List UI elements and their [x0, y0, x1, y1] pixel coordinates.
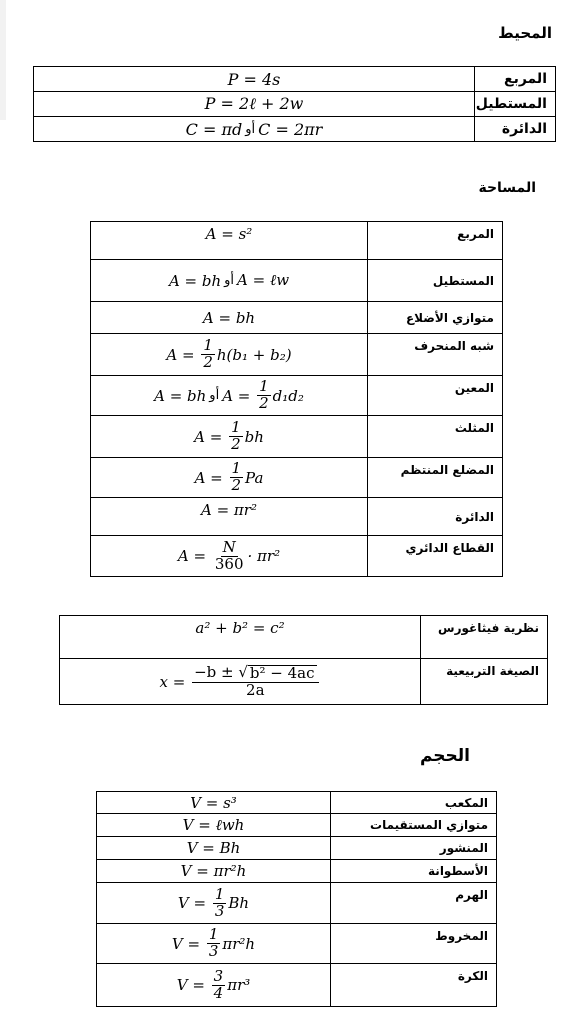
- formula-part: h(b₁ + b₂): [216, 345, 292, 364]
- table-row: [97, 837, 497, 860]
- volume-cuboid-formula: V = ℓwh: [97, 814, 331, 837]
- volume-prism-formula: V = Bh: [97, 837, 331, 860]
- fraction: [201, 338, 215, 371]
- pythagoras-formula: a² + b² = c²: [60, 616, 421, 659]
- formula-part: A = ℓw: [237, 271, 290, 289]
- pythagoras-label: نظرية فيثاغورس: [421, 616, 548, 659]
- numerator: 1: [203, 336, 213, 355]
- volume-cone-formula: [97, 924, 331, 964]
- fraction: [213, 884, 227, 920]
- table-row: [91, 222, 503, 260]
- perimeter-heading: المحيط: [498, 24, 552, 42]
- table-row: [97, 860, 497, 883]
- numerator: 1: [259, 377, 269, 396]
- denominator: 3: [214, 901, 225, 920]
- square-root: [238, 662, 316, 682]
- table-row: [91, 260, 503, 302]
- perimeter-square-label: المربع: [475, 67, 556, 92]
- volume-heading: الحجم: [419, 746, 470, 766]
- area-sector-formula: [91, 536, 368, 577]
- volume-cuboid-label: متوازي المستقيمات: [331, 814, 497, 837]
- volume-sphere-formula: [97, 964, 331, 1007]
- numerator: 1: [231, 418, 241, 437]
- denominator: 2: [231, 435, 241, 453]
- denominator: 2: [231, 476, 242, 494]
- area-heading: المساحة: [478, 180, 536, 196]
- area-circle-formula: A = πr²: [91, 498, 368, 536]
- table-row: [91, 498, 503, 536]
- fraction: [207, 927, 221, 960]
- denominator: 4: [213, 983, 224, 1002]
- area-triangle-label: المثلث: [368, 416, 503, 458]
- formula-part: C = πd: [185, 119, 243, 139]
- volume-cylinder-label: الأسطوانة: [331, 860, 497, 883]
- perimeter-table: [33, 66, 556, 142]
- formulas-table: [59, 615, 548, 705]
- table-row: [97, 814, 497, 837]
- table-row: [34, 92, 556, 117]
- area-sector-label: القطاع الدائري: [368, 536, 503, 577]
- table-row: [60, 616, 548, 659]
- fraction: [212, 966, 226, 1002]
- volume-pyramid-label: الهرم: [331, 883, 497, 924]
- table-row: [91, 376, 503, 416]
- volume-table: [96, 791, 497, 1007]
- numerator: 1: [214, 884, 225, 903]
- formula-part: V =: [171, 934, 205, 953]
- area-circle-label: الدائرة: [368, 498, 503, 536]
- table-row: [34, 117, 556, 142]
- area-rectangle-formula: [91, 260, 368, 302]
- area-trapezoid-formula: [91, 334, 368, 376]
- or-word: أو: [224, 273, 235, 288]
- formula-part: Bh: [228, 894, 250, 912]
- area-trapezoid-label: شبه المنحرف: [368, 334, 503, 376]
- formula-part: πr³: [227, 976, 251, 994]
- formula-part: A =: [222, 386, 256, 405]
- fraction: [213, 537, 246, 573]
- formula-part: · πr²: [247, 547, 281, 565]
- denominator: 360: [214, 554, 244, 573]
- volume-prism-label: المنشور: [331, 837, 497, 860]
- volume-cube-label: المكعب: [331, 792, 497, 814]
- area-square-formula: A = s²: [91, 222, 368, 260]
- volume-pyramid-formula: [97, 883, 331, 924]
- perimeter-circle-formula: [34, 117, 475, 142]
- fraction: [257, 379, 271, 412]
- denominator: 2a: [246, 680, 265, 699]
- table-row: [34, 67, 556, 92]
- denominator: 2: [203, 353, 213, 371]
- radicand: b² − 4ac: [249, 663, 315, 682]
- volume-cube-formula: V = s³: [97, 792, 331, 814]
- quadratic-label: الصيغة التربيعية: [421, 659, 548, 705]
- area-square-label: المربع: [368, 222, 503, 260]
- denominator: 2: [259, 394, 269, 412]
- area-triangle-formula: [91, 416, 368, 458]
- table-row: [97, 964, 497, 1007]
- formula-part: A =: [194, 427, 228, 446]
- perimeter-rectangle-formula: P = 2ℓ + 2w: [34, 92, 475, 117]
- formula-part: A = bh: [168, 271, 222, 290]
- table-row: [91, 334, 503, 376]
- table-row: [97, 792, 497, 814]
- numerator: [192, 662, 318, 683]
- table-row: [91, 302, 503, 334]
- area-rectangle-label: المستطيل: [368, 260, 503, 302]
- formula-part: bh: [244, 427, 264, 446]
- formula-part: πr²h: [222, 934, 256, 953]
- table-row: [91, 536, 503, 577]
- perimeter-square-formula: P = 4s: [34, 67, 475, 92]
- numerator: 1: [231, 459, 242, 478]
- formula-part: d₁d₂: [272, 386, 304, 405]
- fraction: [229, 420, 243, 453]
- quadratic-formula: [60, 659, 421, 705]
- formula-part: A =: [166, 345, 200, 364]
- fraction: [230, 461, 244, 494]
- table-row: [97, 924, 497, 964]
- formula-part: C = 2πr: [258, 119, 323, 139]
- or-word: أو: [209, 388, 220, 403]
- formula-part: A =: [194, 468, 228, 487]
- table-row: [97, 883, 497, 924]
- page-edge-shadow: [0, 0, 6, 120]
- volume-cone-label: المخروط: [331, 924, 497, 964]
- numerator: N: [222, 537, 236, 556]
- volume-sphere-label: الكرة: [331, 964, 497, 1007]
- numerator: 1: [208, 925, 219, 944]
- formula-part: A =: [177, 547, 211, 565]
- perimeter-circle-label: الدائرة: [475, 117, 556, 142]
- numerator: 3: [213, 966, 224, 985]
- volume-cylinder-formula: V = πr²h: [97, 860, 331, 883]
- perimeter-rectangle-label: المستطيل: [475, 92, 556, 117]
- denominator: 3: [208, 942, 219, 960]
- formula-part: V =: [176, 976, 210, 994]
- formula-part: x =: [159, 672, 191, 691]
- area-rhombus-formula: [91, 376, 368, 416]
- area-table: [90, 221, 503, 577]
- or-word: أو: [245, 121, 256, 137]
- fraction: [192, 662, 318, 699]
- formula-part: V =: [177, 894, 211, 912]
- area-parallelogram-formula: A = bh: [91, 302, 368, 334]
- area-regular-polygon-label: المضلع المنتظم: [368, 458, 503, 498]
- table-row: [91, 458, 503, 498]
- table-row: [91, 416, 503, 458]
- area-regular-polygon-formula: [91, 458, 368, 498]
- area-parallelogram-label: متوازي الأضلاع: [368, 302, 503, 334]
- formula-part: A = bh: [154, 386, 207, 405]
- numerator-prefix: −b ±: [194, 662, 239, 681]
- table-row: [60, 659, 548, 705]
- formula-part: Pa: [245, 468, 264, 487]
- radical-sign: √: [238, 662, 248, 681]
- area-rhombus-label: المعين: [368, 376, 503, 416]
